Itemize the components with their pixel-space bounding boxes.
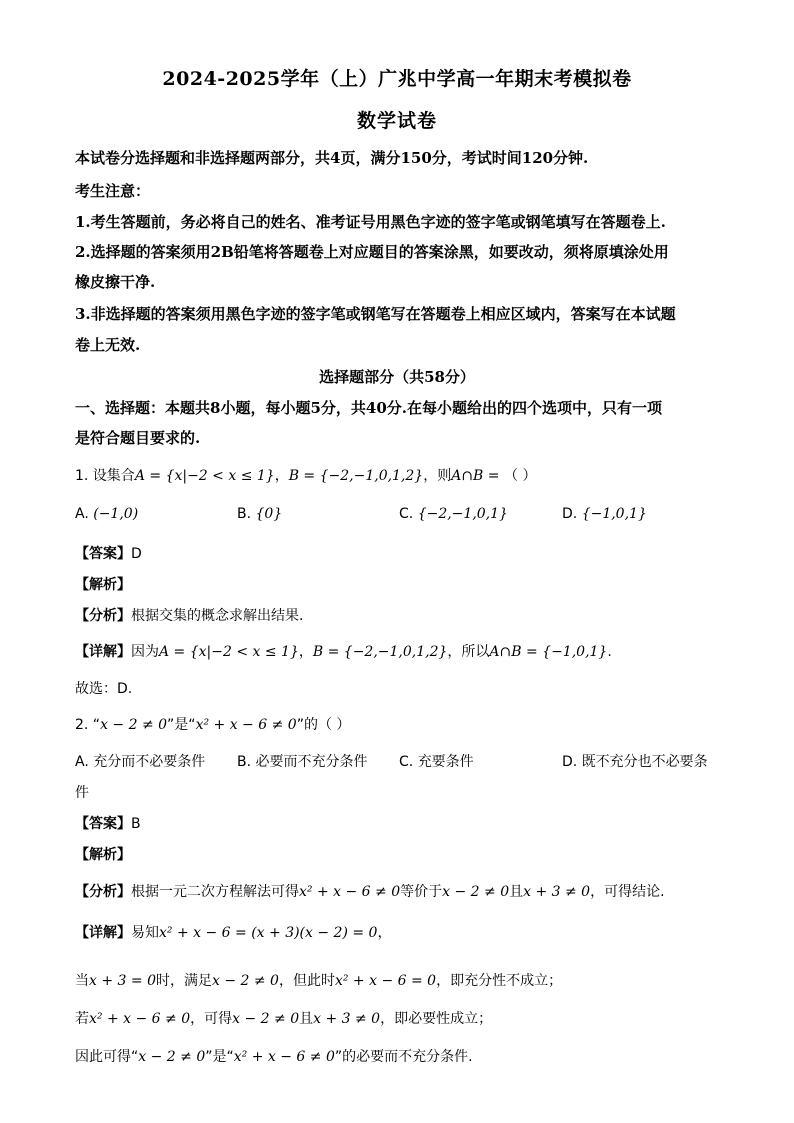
q2-answer (75, 813, 141, 833)
q2-xiangjie-tag: 【详解】 (75, 925, 131, 941)
q2-analysis-label: 【解析】 (75, 847, 131, 863)
q2-option-c-label: C. (399, 754, 414, 770)
q1-option-a (75, 506, 138, 522)
q2-line-b (75, 1008, 492, 1028)
q1-fenxi (75, 605, 303, 625)
q1-option-a-label: A. (75, 506, 89, 522)
section-desc-line2: 是符合题目要求的. (75, 429, 201, 447)
q1-option-c (399, 506, 508, 522)
section-desc-line1: 一、选择题：本题共8小题，每小题5分，共40分.在每小题给出的四个选项中，只有一项 (75, 399, 662, 417)
q1-expr: A∩B (451, 468, 484, 484)
q1-stem-prefix: 1. 设集合 (75, 468, 135, 484)
exam-subtitle: 数学试卷 (356, 110, 437, 132)
q2-option-a (75, 751, 205, 771)
q1-option-a-text: (−1,0) (93, 506, 139, 522)
section-title: 选择题部分（共58分） (319, 368, 475, 386)
q2-stem-p3: ”的（ ） (296, 717, 351, 733)
q1-xiangjie-p2: ，所以 (447, 644, 490, 660)
q1-xiangjie-tag: 【详解】 (75, 644, 131, 660)
q1-xiangjie (75, 641, 612, 661)
q1-option-d (562, 506, 647, 522)
q2-option-d-wrap: 件 (75, 785, 89, 801)
q2-xiangjie-p2: ， (377, 925, 392, 941)
q2-fenxi (75, 881, 665, 901)
q2-fenxi-m1: x² + x − 6 ≠ 0 (299, 884, 401, 900)
q1-option-b-label: B. (237, 506, 252, 522)
q1-set-b: B = {−2,−1,0,1,2} (288, 468, 424, 484)
q2-line-a-p1: 当 (75, 973, 89, 989)
q2-line-c (75, 1046, 473, 1066)
q1-option-c-label: C. (399, 506, 414, 522)
q2-line-b-p4: ，即必要性成立； (380, 1011, 493, 1027)
notice-item-2-line2: 橡皮擦干净. (75, 273, 156, 291)
q2-option-d (562, 751, 708, 771)
q2-line-c-p1: 因此可得“ (75, 1049, 139, 1065)
q2-fenxi-p3: 且 (509, 884, 524, 900)
q2-fenxi-p2: 等价于 (400, 884, 443, 900)
intro-text: 本试卷分选择题和非选择题两部分，共4页，满分150分，考试时间120分钟. (75, 149, 589, 167)
q2-line-a-m2: x − 2 ≠ 0 (211, 973, 279, 989)
q1-conclusion: 故选：D. (75, 681, 133, 697)
q2-answer-value: B (131, 816, 141, 832)
q2-option-b-label: B. (237, 754, 252, 770)
notice-item-2-line1: 2.选择题的答案须用2B铅笔将答题卷上对应题目的答案涂黑，如要改动，须将原填涂处用 (75, 243, 669, 261)
q2-option-a-label: A. (75, 754, 89, 770)
q2-answer-tag: 【答案】 (75, 816, 131, 832)
q2-analysis-tag (75, 844, 131, 864)
q2-option-d-label: D. (562, 754, 578, 770)
q2-stem-p2: ”是“ (167, 717, 196, 733)
q2-line-a-p2: 时，满足 (155, 973, 212, 989)
q2-xiangjie (75, 922, 391, 942)
q2-xiangjie-p1: 易知 (131, 925, 159, 941)
q1-analysis-tag (75, 574, 131, 594)
q2-fenxi-p4: ，可得结论. (590, 884, 665, 900)
q1-option-b (237, 506, 282, 522)
q1-fenxi-tag: 【分析】 (75, 608, 131, 624)
q2-option-c-text: 充要条件 (417, 754, 474, 770)
q2-line-a-p3: ，但此时 (278, 973, 335, 989)
notice-title: 考生注意： (75, 182, 151, 200)
q2-line-b-p1: 若 (75, 1011, 89, 1027)
q1-xiangjie-set-b: B = {−2,−1,0,1,2} (312, 644, 448, 660)
q1-option-d-text: {−1,0,1} (581, 506, 647, 522)
q1-xiangjie-p1: 因为 (131, 644, 159, 660)
q1-sep: ， (274, 468, 289, 484)
q2-line-c-m1: x − 2 ≠ 0 (138, 1049, 206, 1065)
q2-option-a-text: 充分而不必要条件 (93, 754, 206, 770)
q1-xiangjie-result: A∩B = {−1,0,1} (489, 644, 608, 660)
q2-option-c (399, 751, 474, 771)
q1-option-c-text: {−2,−1,0,1} (417, 506, 508, 522)
q2-option-d-text: 既不充分也不必要条 (581, 754, 708, 770)
q1-answer-value: D (131, 546, 142, 562)
q2-line-b-p3: 且 (299, 1011, 314, 1027)
q2-option-b-text: 必要而不充分条件 (255, 754, 368, 770)
q2-stem (75, 714, 350, 734)
q1-stem-suffix: ，则 (423, 468, 452, 484)
q1-xiangjie-end: . (607, 644, 612, 660)
q1-xiangjie-set-a: A = {x|−2 < x ≤ 1} (159, 644, 299, 660)
q1-answer-tag: 【答案】 (75, 546, 131, 562)
q2-fenxi-m2: x − 2 ≠ 0 (442, 884, 510, 900)
q2-line-a (75, 970, 562, 990)
q2-cond1: x − 2 ≠ 0 (100, 717, 168, 733)
q1-fenxi-text: 根据交集的概念求解出结果. (131, 608, 304, 624)
q1-stem (75, 465, 536, 485)
q2-stem-p1: 2. “ (75, 717, 101, 733)
q1-option-d-label: D. (562, 506, 578, 522)
exam-title: 2024-2025学年（上）广兆中学高一年期末考模拟卷 (162, 68, 632, 90)
notice-item-1: 1.考生答题前，务必将自己的姓名、准考证号用黑色字迹的签字笔或钢笔填写在答题卷上. (75, 213, 666, 231)
q2-line-a-p4: ，即充分性不成立； (436, 973, 563, 989)
q2-option-b (237, 751, 368, 771)
q2-xiangjie-m1: x² + x − 6 = (x + 3)(x − 2) = 0 (159, 925, 378, 941)
q2-line-c-p3: ”的必要而不充分条件. (334, 1049, 473, 1065)
q2-fenxi-p1: 根据一元二次方程解法可得 (131, 884, 299, 900)
q2-line-a-m3: x² + x − 6 = 0 (334, 973, 437, 989)
notice-item-3-line2: 卷上无效. (75, 336, 141, 354)
q2-line-b-m2: x − 2 ≠ 0 (232, 1011, 300, 1027)
q2-line-b-m1: x² + x − 6 ≠ 0 (89, 1011, 191, 1027)
notice-item-3-line1: 3.非选择题的答案须用黑色字迹的签字笔或钢笔写在答题卷上相应区域内，答案写在本试题 (75, 305, 676, 323)
q2-line-b-p2: ，可得 (190, 1011, 233, 1027)
q2-line-b-m3: x + 3 ≠ 0 (313, 1011, 381, 1027)
q2-line-c-m2: x² + x − 6 ≠ 0 (233, 1049, 335, 1065)
q1-answer (75, 543, 142, 563)
q2-cond2: x² + x − 6 ≠ 0 (195, 717, 297, 733)
q2-line-c-p2: ”是“ (205, 1049, 234, 1065)
q2-fenxi-tag: 【分析】 (75, 884, 131, 900)
q1-set-a: A = {x|−2 < x ≤ 1} (134, 468, 275, 484)
q2-line-a-m1: x + 3 = 0 (89, 973, 156, 989)
q1-option-b-text: {0} (255, 506, 283, 522)
q2-fenxi-m3: x + 3 ≠ 0 (523, 884, 591, 900)
q1-xiangjie-sep: ， (298, 644, 313, 660)
q1-blank: = （ ） (483, 468, 537, 484)
q1-analysis-label: 【解析】 (75, 577, 131, 593)
